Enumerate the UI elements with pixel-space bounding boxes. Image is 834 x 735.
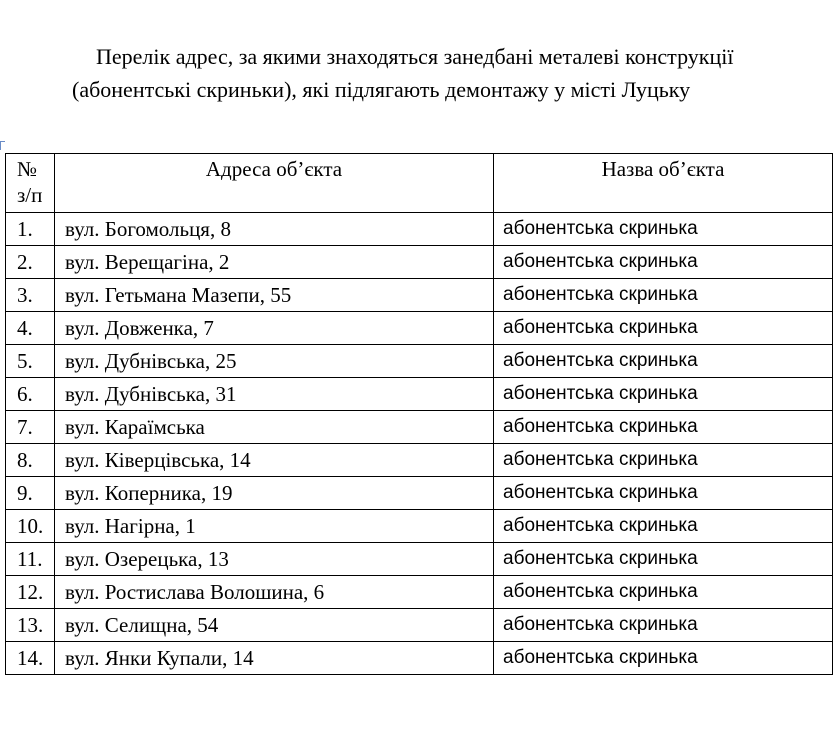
row-address: вул. Дубнівська, 31 <box>55 378 494 411</box>
row-number: 6. <box>6 378 55 411</box>
row-object-name: абонентська скринька <box>494 246 833 279</box>
row-object-name: абонентська скринька <box>494 477 833 510</box>
row-object-name: абонентська скринька <box>494 642 833 675</box>
address-table <box>5 153 833 675</box>
row-object-name: абонентська скринька <box>494 345 833 378</box>
table-row <box>6 213 833 246</box>
row-address: вул. Дубнівська, 25 <box>55 345 494 378</box>
row-object-name: абонентська скринька <box>494 378 833 411</box>
table-row <box>6 411 833 444</box>
row-number: 10. <box>6 510 55 543</box>
document-title <box>0 40 834 106</box>
table-row <box>6 444 833 477</box>
row-number: 1. <box>6 213 55 246</box>
row-number: 7. <box>6 411 55 444</box>
table-header-row <box>6 154 833 213</box>
header-number <box>6 154 55 213</box>
row-object-name: абонентська скринька <box>494 510 833 543</box>
document-title-line-1: Перелік адрес, за якими знаходяться занедбані металеві конструкції <box>96 44 734 69</box>
document-title-line-2: (абонентські скриньки), які підлягають демонтажу у місті Луцьку <box>72 77 691 102</box>
header-number-symbol: № <box>17 157 38 181</box>
table-row <box>6 576 833 609</box>
table-row <box>6 378 833 411</box>
row-object-name: абонентська скринька <box>494 543 833 576</box>
row-address: вул. Селищна, 54 <box>55 609 494 642</box>
row-address: вул. Ростислава Волошина, 6 <box>55 576 494 609</box>
row-number: 4. <box>6 312 55 345</box>
row-number: 14. <box>6 642 55 675</box>
table-anchor-handle[interactable] <box>0 141 5 150</box>
table-row <box>6 477 833 510</box>
row-address: вул. Гетьмана Мазепи, 55 <box>55 279 494 312</box>
row-address: вул. Нагірна, 1 <box>55 510 494 543</box>
table-row <box>6 609 833 642</box>
row-object-name: абонентська скринька <box>494 213 833 246</box>
row-address: вул. Ківерцівська, 14 <box>55 444 494 477</box>
row-object-name: абонентська скринька <box>494 609 833 642</box>
row-address: вул. Озерецька, 13 <box>55 543 494 576</box>
table-row <box>6 279 833 312</box>
row-address: вул. Янки Купали, 14 <box>55 642 494 675</box>
table-row <box>6 510 833 543</box>
header-object-name: Назва об’єкта <box>494 154 833 213</box>
row-object-name: абонентська скринька <box>494 411 833 444</box>
table-row <box>6 543 833 576</box>
row-number: 2. <box>6 246 55 279</box>
table-row <box>6 345 833 378</box>
row-object-name: абонентська скринька <box>494 444 833 477</box>
row-address: вул. Богомольця, 8 <box>55 213 494 246</box>
header-address: Адреса об’єкта <box>55 154 494 213</box>
row-number: 13. <box>6 609 55 642</box>
row-address: вул. Довженка, 7 <box>55 312 494 345</box>
header-number-abbrev: з/п <box>17 183 43 207</box>
table-row <box>6 312 833 345</box>
table-row <box>6 642 833 675</box>
row-object-name: абонентська скринька <box>494 279 833 312</box>
row-address: вул. Караїмська <box>55 411 494 444</box>
row-number: 3. <box>6 279 55 312</box>
row-number: 5. <box>6 345 55 378</box>
row-number: 8. <box>6 444 55 477</box>
row-object-name: абонентська скринька <box>494 312 833 345</box>
row-number: 11. <box>6 543 55 576</box>
row-object-name: абонентська скринька <box>494 576 833 609</box>
row-address: вул. Коперника, 19 <box>55 477 494 510</box>
row-address: вул. Верещагіна, 2 <box>55 246 494 279</box>
row-number: 9. <box>6 477 55 510</box>
row-number: 12. <box>6 576 55 609</box>
table-row <box>6 246 833 279</box>
